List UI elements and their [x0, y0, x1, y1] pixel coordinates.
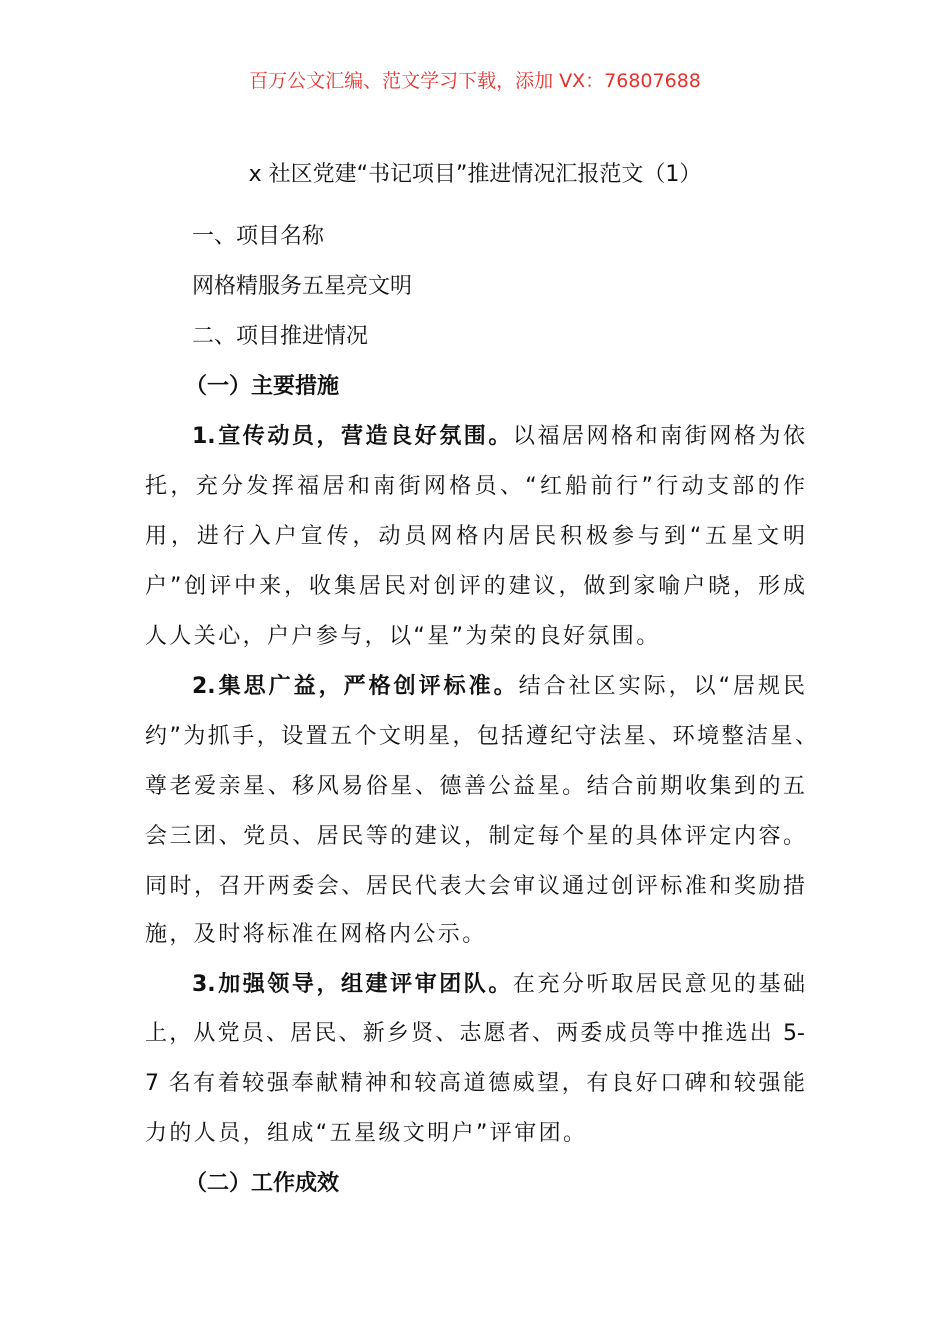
paragraph-1-lead: 1.宣传动员，营造良好氛围。 [192, 424, 513, 449]
paragraph-3-line: 7 名有着较强奉献精神和较高道德威望，有良好口碑和较强能 [145, 1071, 805, 1096]
paragraph-3-text: 在充分听取居民意见的基础 [512, 972, 805, 997]
paragraph-3-line: 上，从党员、居民、新乡贤、志愿者、两委成员等中推选出 5- [145, 1021, 805, 1046]
paragraph-2-line: 同时，召开两委会、居民代表大会审议通过创评标准和奖励措 [145, 874, 805, 899]
paragraph-1-line: 户”创评中来，收集居民对创评的建议，做到家喻户晓，形成 [145, 574, 805, 599]
paragraph-1-line: 用，进行入户宣传，动员网格内居民积极参与到“五星文明 [145, 524, 805, 549]
watermark-banner: 百万公文汇编、范文学习下载，添加 VX：76807688 [249, 70, 701, 92]
paragraph-1-line [192, 412, 805, 462]
paragraph-2-line: 会三团、党员、居民等的建议，制定每个星的具体评定内容。 [145, 824, 805, 849]
paragraph-3-line [192, 960, 805, 1010]
section-heading-progress: 二、项目推进情况 [192, 324, 369, 349]
paragraph-2-lead: 2.集思广益，严格创评标准。 [192, 674, 519, 699]
subheading-main-measures: （一）主要措施 [185, 374, 340, 399]
subheading-work-results: （二）工作成效 [185, 1171, 340, 1196]
document-title: x 社区党建“书记项目”推进情况汇报范文（1） [248, 162, 702, 187]
paragraph-2-line [192, 662, 805, 712]
paragraph-2-text: 结合社区实际，以“居规民 [518, 674, 805, 699]
paragraph-3-line: 力的人员，组成“五星级文明户”评审团。 [145, 1121, 588, 1146]
paragraph-3-lead: 3.加强领导，组建评审团队。 [192, 972, 513, 997]
paragraph-1-text: 以福居网格和南街网格为依 [512, 424, 805, 449]
paragraph-2-line: 施，及时将标准在网格内公示。 [145, 922, 487, 947]
paragraph-1-line: 人人关心，户户参与，以“星”为荣的良好氛围。 [145, 624, 661, 649]
paragraph-2-line: 尊老爱亲星、移风易俗星、德善公益星。结合前期收集到的五 [145, 774, 805, 799]
project-name-text: 网格精服务五星亮文明 [192, 274, 413, 299]
paragraph-2-line: 约”为抓手，设置五个文明星，包括遵纪守法星、环境整洁星、 [145, 724, 817, 749]
paragraph-1-line: 托，充分发挥福居和南街网格员、“红船前行”行动支部的作 [145, 474, 805, 499]
section-heading-project-name: 一、项目名称 [192, 224, 325, 249]
